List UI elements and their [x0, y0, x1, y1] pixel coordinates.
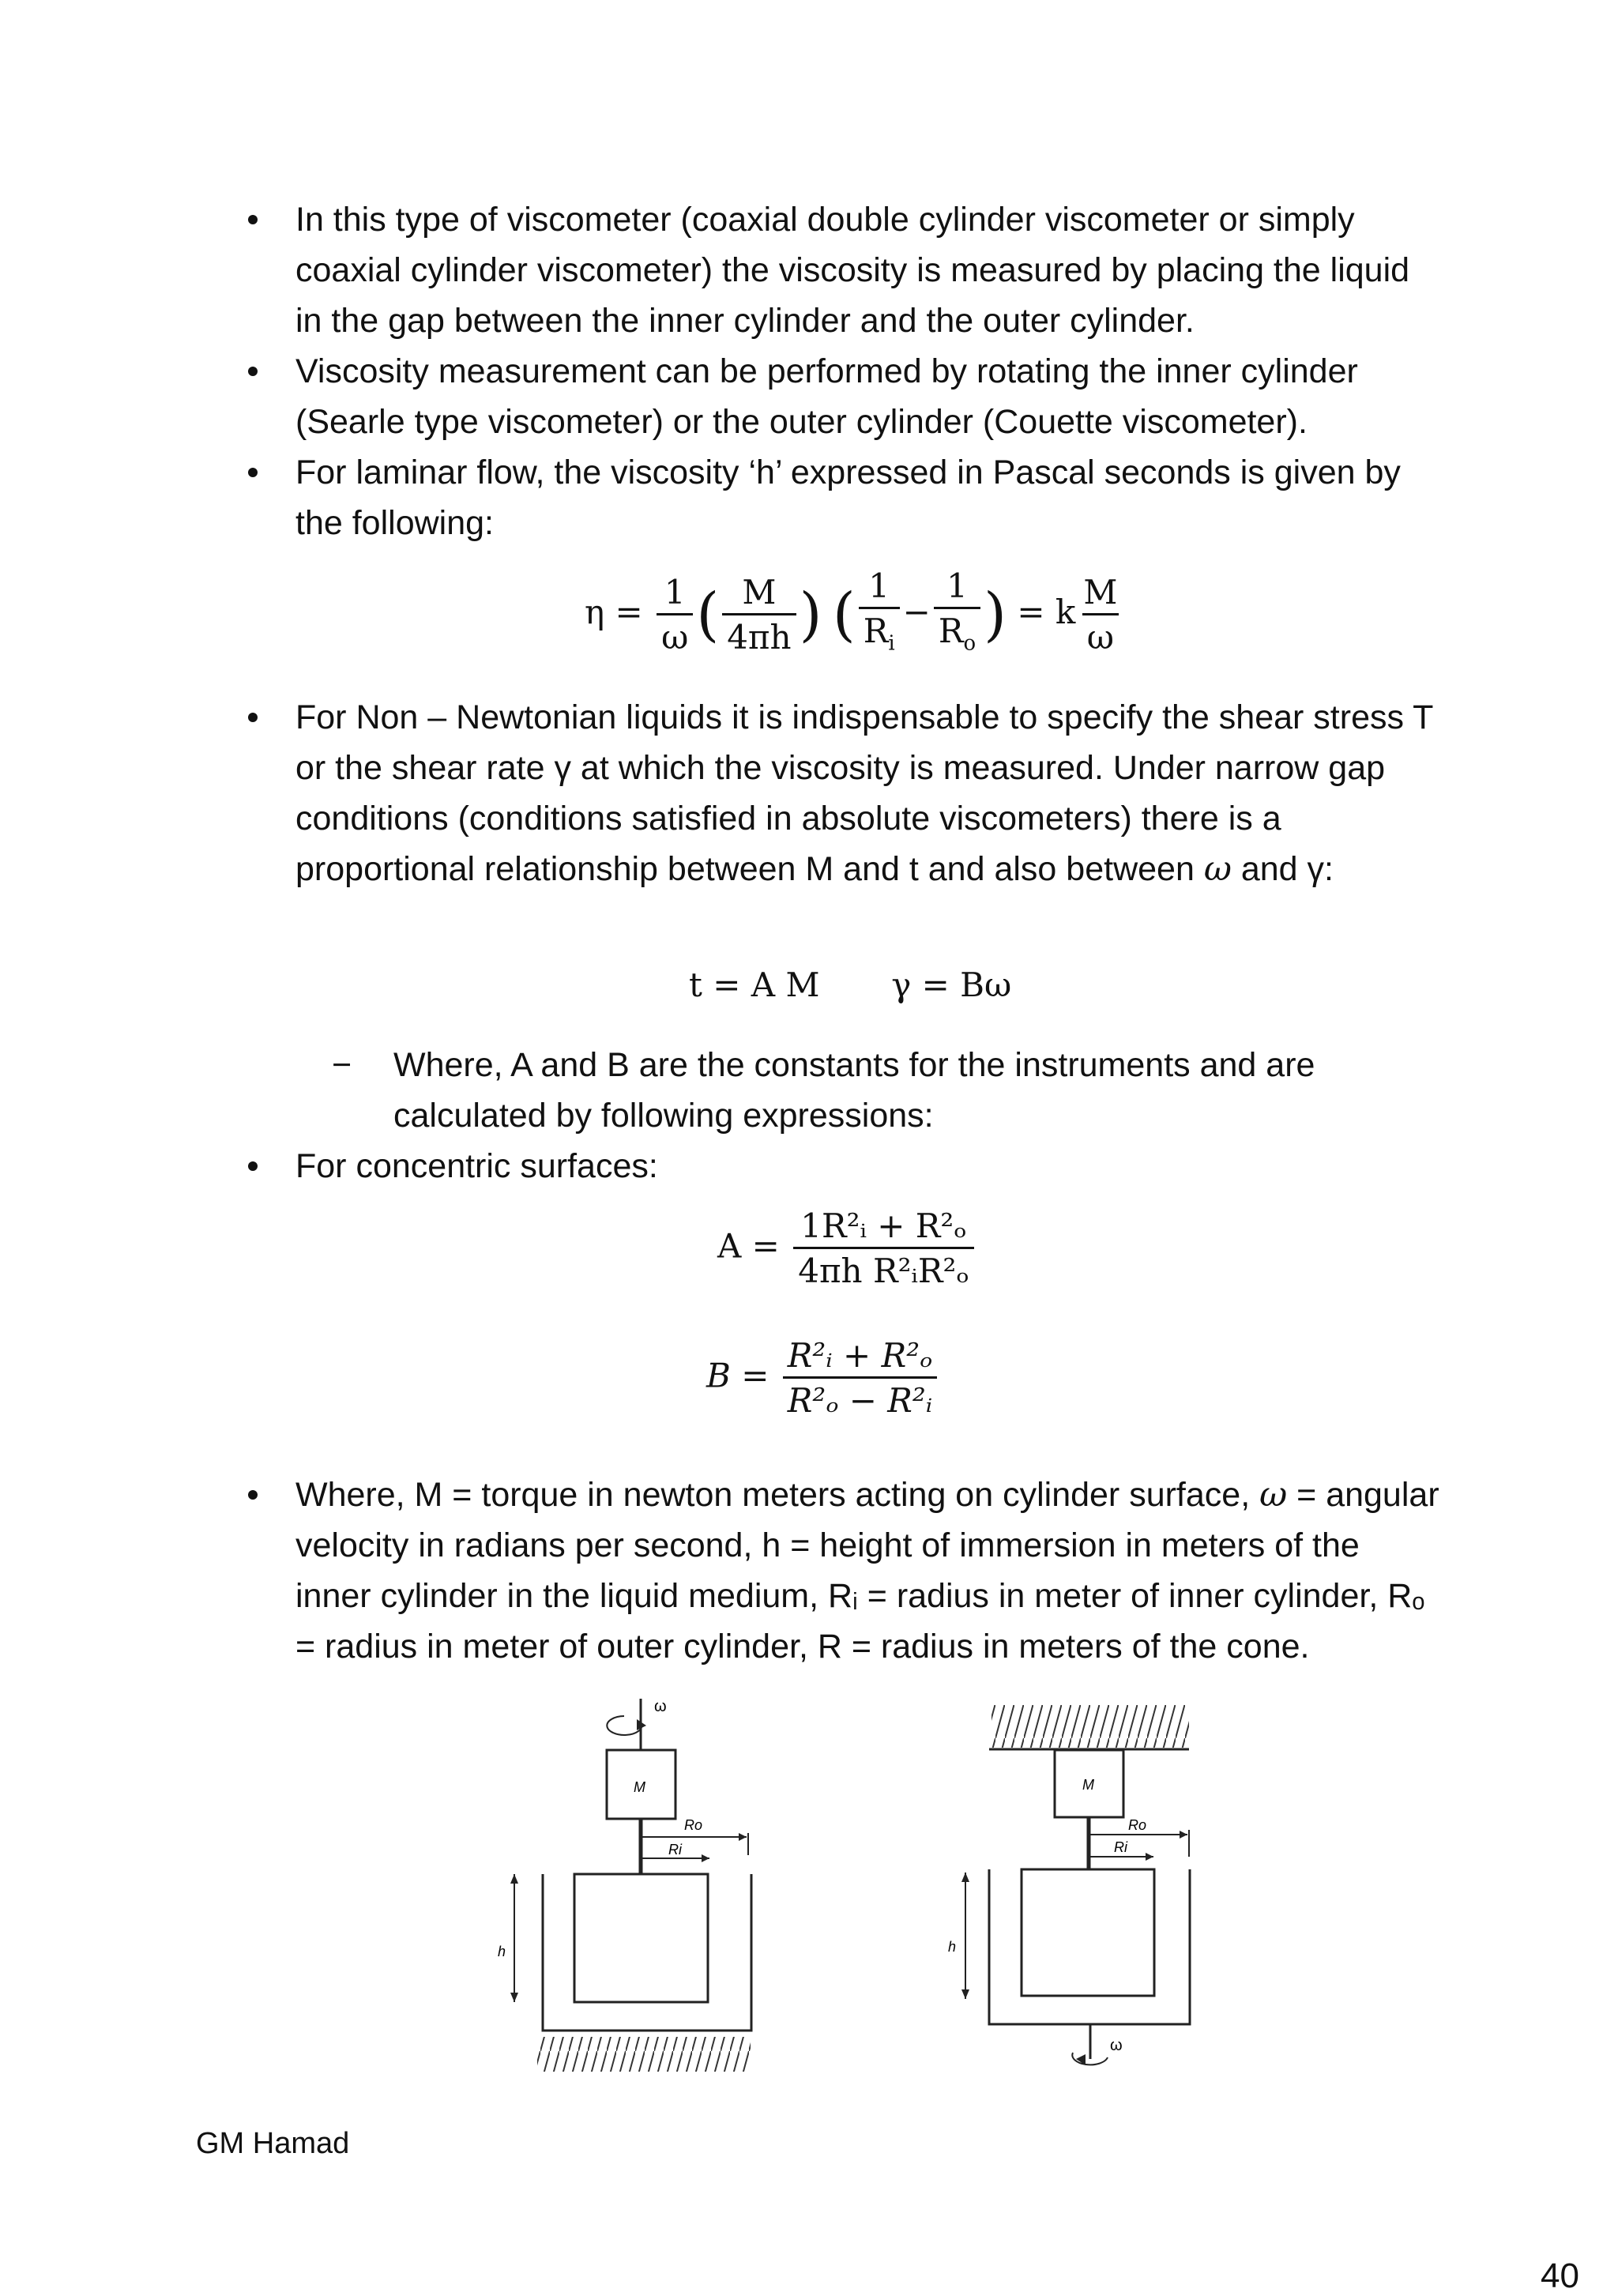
searle-viscometer-diagram — [498, 1698, 751, 2072]
sub-bullet-text: Where, A and B are the constants for the instruments and are calculated by following expressions: — [393, 1046, 1315, 1135]
fraction: $\frac{M}{\omega}$ — [1083, 572, 1118, 657]
outer-radius-label: Ro — [684, 1817, 703, 1833]
bullet-text: For Non – Newtonian liquids it is indispensable to specify the shear stress T or the shear rate γ at which the viscosity is measured. Under narrow gap conditions (conditions satisfied in absolute viscometers) there is a proportional relationship between M and t and also between ω and γ: — [295, 698, 1433, 889]
height-label: h — [948, 1939, 957, 1955]
fraction: $\frac{\text{R²ᵢ + R²ₒ}}{\text{R²ₒ − R²ᵢ}}$ — [783, 1337, 937, 1420]
inner-radius-label: Ri — [668, 1842, 682, 1858]
inner-radius-label: Ri — [1114, 1839, 1127, 1855]
fraction: $\frac{1}{R_o}$ — [934, 567, 980, 662]
fraction: $\frac{M}{4\pi h}$ — [722, 574, 796, 657]
fraction: $\frac{1}{\omega}$ — [657, 574, 693, 657]
torque-label: M — [1082, 1777, 1094, 1793]
dash-marker: − — [332, 1046, 352, 1084]
viscosity-equation: η = $\frac{1}{\omega}$ ( $\frac{M}{4\pi h}$ ) ( $\frac{1}{R_i}$ − $\frac{1}{R_o}$ ) = k $\frac{M}{\omega}$ — [585, 567, 1125, 662]
torque-label: M — [634, 1779, 645, 1795]
height-label: h — [498, 1944, 506, 1959]
outer-radius-label: Ro — [1128, 1817, 1147, 1833]
omega-label: ω — [1110, 2037, 1123, 2054]
fixed-base-hatch — [537, 2037, 751, 2072]
page-number: 40 — [1541, 2256, 1579, 2295]
fraction: $\frac{1}{R_i}$ — [859, 567, 900, 662]
eq-lhs: B = — [706, 1356, 769, 1395]
eq-lhs: η = — [585, 593, 643, 632]
fraction: $\frac{\text{1R²ᵢ + R²ₒ}}{\text{4πh R²ᵢR²ₒ}}$ — [793, 1207, 973, 1290]
omega-label: ω — [654, 1698, 667, 1715]
inner-cylinder — [574, 1874, 708, 2002]
eq-lhs: A = — [717, 1226, 780, 1266]
bullet-text: Viscosity measurement can be performed by rotating the inner cylinder (Searle type viscometer) or the outer cylinder (Couette viscometer). — [295, 352, 1358, 441]
bullet-text: In this type of viscometer (coaxial double cylinder viscometer or simply coaxial cylinder viscometer) the viscosity is measured by placing the liquid in the gap between the inner cylinder and the outer cylinder. — [295, 201, 1410, 340]
bullet-text: For concentric surfaces: — [295, 1147, 658, 1185]
bullet-text: For laminar flow, the viscosity ‘h’ expressed in Pascal seconds is given by the following: — [295, 454, 1401, 542]
inner-cylinder — [1022, 1869, 1154, 1996]
shear-rate-relation: γ = Bω — [891, 965, 1012, 1004]
footer-author: GM Hamad — [196, 2127, 350, 2160]
couette-viscometer-diagram — [948, 1705, 1190, 2065]
bullet-text: Where, M = torque in newton meters acting on cylinder surface, ω = angular velocity in radians per second, h = height of immersion in meters of the inner cylinder in the liquid medium, Rᵢ = radius in meter of inner cylinder, Rₒ = radius in meter of outer cylinder, R = radius in meters of the cone. — [295, 1475, 1439, 1666]
shear-stress-relation: t = A M — [689, 965, 820, 1004]
eq-rhs: = k — [1017, 593, 1076, 632]
fixed-top-hatch — [991, 1705, 1189, 1748]
